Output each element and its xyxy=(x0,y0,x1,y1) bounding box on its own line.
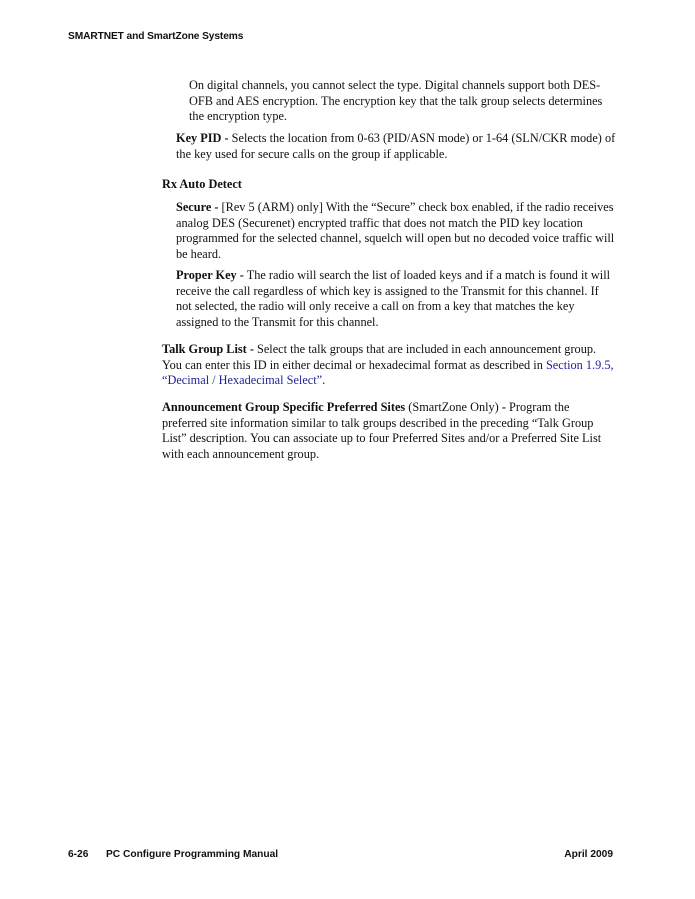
running-header: SMARTNET and SmartZone Systems xyxy=(68,31,244,42)
announcement-sites-paragraph xyxy=(162,400,617,462)
secure-paragraph xyxy=(176,200,617,262)
key-pid-paragraph xyxy=(176,131,617,162)
secure-term: Secure - xyxy=(176,200,219,214)
page-number: 6-26 xyxy=(68,849,89,860)
publication-date: April 2009 xyxy=(564,849,613,860)
digital-channels-paragraph: On digital channels, you cannot select the type. Digital channels support both DES-OFB and AES encryption. The encryption key that the talk group selects determines the encryption type. xyxy=(189,78,603,124)
key-pid-text: Selects the location from 0-63 (PID/ASN mode) or 1-64 (SLN/CKR mode) of the key used for secure calls on the group if applicable. xyxy=(176,131,616,161)
announcement-sites-text: Program the preferred site information similar to talk groups described in the preceding “Talk Group List” description. You can associate up to four Preferred Sites and/or a Preferred Site List with each announcement group. xyxy=(162,400,602,461)
section-link-decimal-hex[interactable]: Section 1.9.5, “Decimal / Hexadecimal Select” xyxy=(162,357,614,388)
talk-group-list-paragraph xyxy=(162,342,617,389)
proper-key-text: The radio will search the list of loaded keys and if a match is found it will receive the call regardless of which key is assigned to the Transmit for this channel. If not selected, the radio will only receive a call on from a key that matches the key assigned to the Transmit for this channel. xyxy=(176,268,611,329)
talk-group-list-text: Select the talk groups that are included in each announcement group. You can enter this ID in either decimal or hexadecimal format as described in xyxy=(162,342,597,372)
talk-group-list-term: Talk Group List - xyxy=(162,342,254,356)
key-pid-term: Key PID - xyxy=(176,131,229,145)
announcement-sites-term: Announcement Group Specific Preferred Sites xyxy=(162,400,406,414)
announcement-sites-dash: - xyxy=(498,400,506,414)
running-footer xyxy=(68,849,613,860)
talk-group-list-end: . xyxy=(322,373,326,388)
manual-title: PC Configure Programming Manual xyxy=(106,849,279,860)
rx-auto-detect-heading: Rx Auto Detect xyxy=(162,177,242,191)
proper-key-term: Proper Key - xyxy=(176,268,244,282)
announcement-sites-qualifier: (SmartZone Only) xyxy=(405,400,499,414)
secure-text: [Rev 5 (ARM) only] With the “Secure” check box enabled, if the radio receives analog DES (Securenet) encrypted traffic that does not match the PID key location programmed for the selected channel, squelch will open but no decoded voice traffic will be heard. xyxy=(176,200,615,261)
proper-key-paragraph xyxy=(176,268,617,330)
